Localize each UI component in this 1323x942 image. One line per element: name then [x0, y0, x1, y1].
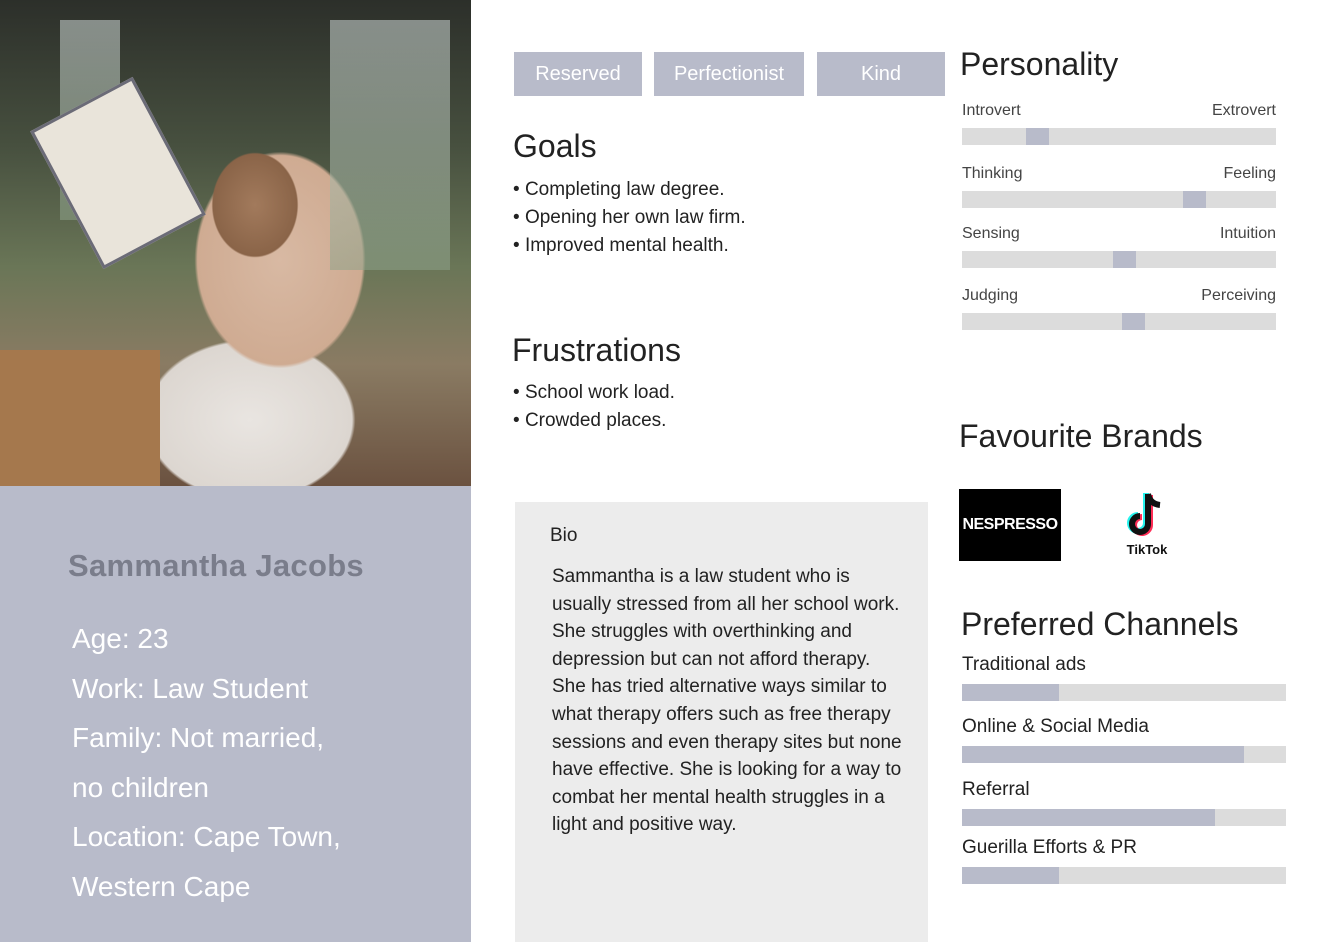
trait-judging-perceiving: [962, 287, 1276, 330]
tiktok-logo: [1118, 490, 1176, 560]
channel-label: Referral: [962, 779, 1030, 800]
fact-age: Age: 23: [72, 623, 169, 654]
brands-heading: Favourite Brands: [959, 418, 1203, 454]
goal-item: • Opening her own law firm.: [513, 204, 746, 232]
trait-marker: [1183, 191, 1206, 208]
channel-traditional-ads: [962, 654, 1286, 701]
bio-text: Sammantha is a law student who is usually stressed from all her school work. She struggles with overthinking and depression but can not afford therapy. She has tried alternative ways similar to what therapy offers such as free therapy sessions and even therapy sites but none have effective. She is looking for a way to combat her mental health struggles in a light and positive way.: [552, 566, 902, 836]
channel-track: [962, 684, 1286, 701]
trait-marker: [1122, 313, 1145, 330]
fact-family: Family: Not married,: [72, 722, 325, 753]
tiktok-label: TikTok: [1126, 542, 1168, 557]
channel-fill: [962, 809, 1215, 826]
personality-heading: Personality: [960, 46, 1119, 82]
book-illustration: [30, 77, 206, 269]
trait-introvert-extrovert: [962, 102, 1276, 145]
tag-kind: Kind: [817, 52, 945, 96]
goals-heading: Goals: [513, 128, 597, 164]
trait-right-label: Feeling: [1223, 165, 1276, 182]
trait-marker: [1113, 251, 1136, 268]
trait-track: [962, 313, 1276, 330]
trait-marker: [1026, 128, 1049, 145]
frustration-item: • Crowded places.: [513, 407, 675, 435]
trait-right-label: Perceiving: [1201, 287, 1276, 304]
channel-label: Online & Social Media: [962, 716, 1149, 737]
channel-track: [962, 867, 1286, 884]
frustrations-list: [513, 379, 675, 435]
channels-heading: Preferred Channels: [961, 606, 1239, 642]
nespresso-logo: NESPRESSO: [959, 489, 1061, 561]
channel-label: Traditional ads: [962, 654, 1086, 675]
fact-family-cont: no children: [72, 771, 209, 803]
goal-item: • Completing law degree.: [513, 176, 746, 204]
trait-left-label: Judging: [962, 287, 1019, 304]
tiktok-icon: [1118, 490, 1176, 542]
table-illustration: [0, 350, 160, 486]
channel-fill: [962, 867, 1059, 884]
goal-item: • Improved mental health.: [513, 232, 746, 260]
bio-heading: Bio: [550, 525, 578, 546]
tag-reserved: Reserved: [514, 52, 642, 96]
channel-online-social: [962, 716, 1286, 763]
trait-thinking-feeling: [962, 165, 1276, 208]
channel-fill: [962, 746, 1244, 763]
frustrations-heading: Frustrations: [512, 332, 681, 368]
trait-sensing-intuition: [962, 225, 1276, 268]
channel-track: [962, 809, 1286, 826]
channel-guerilla-pr: [962, 837, 1286, 884]
trait-left-label: Introvert: [962, 102, 1021, 119]
channel-fill: [962, 684, 1059, 701]
trait-left-label: Sensing: [962, 225, 1020, 242]
persona-name: Sammantha Jacobs: [68, 548, 364, 583]
trait-right-label: Intuition: [1219, 225, 1276, 242]
trait-track: [962, 128, 1276, 145]
persona-facts: [72, 614, 462, 911]
fact-location-cont: Western Cape: [72, 870, 251, 902]
channel-track: [962, 746, 1286, 763]
tag-perfectionist: Perfectionist: [654, 52, 804, 96]
channel-referral: [962, 779, 1286, 826]
persona-photo: [0, 0, 471, 486]
fact-location: Location: Cape Town,: [72, 821, 341, 852]
bio-card: [515, 502, 928, 942]
goals-list: [513, 176, 746, 260]
trait-track: [962, 191, 1276, 208]
trait-right-label: Extrovert: [1211, 102, 1276, 119]
trait-left-label: Thinking: [962, 165, 1023, 182]
fact-work: Work: Law Student: [72, 672, 309, 704]
frustration-item: • School work load.: [513, 379, 675, 407]
channel-label: Guerilla Efforts & PR: [962, 837, 1137, 858]
trait-track: [962, 251, 1276, 268]
